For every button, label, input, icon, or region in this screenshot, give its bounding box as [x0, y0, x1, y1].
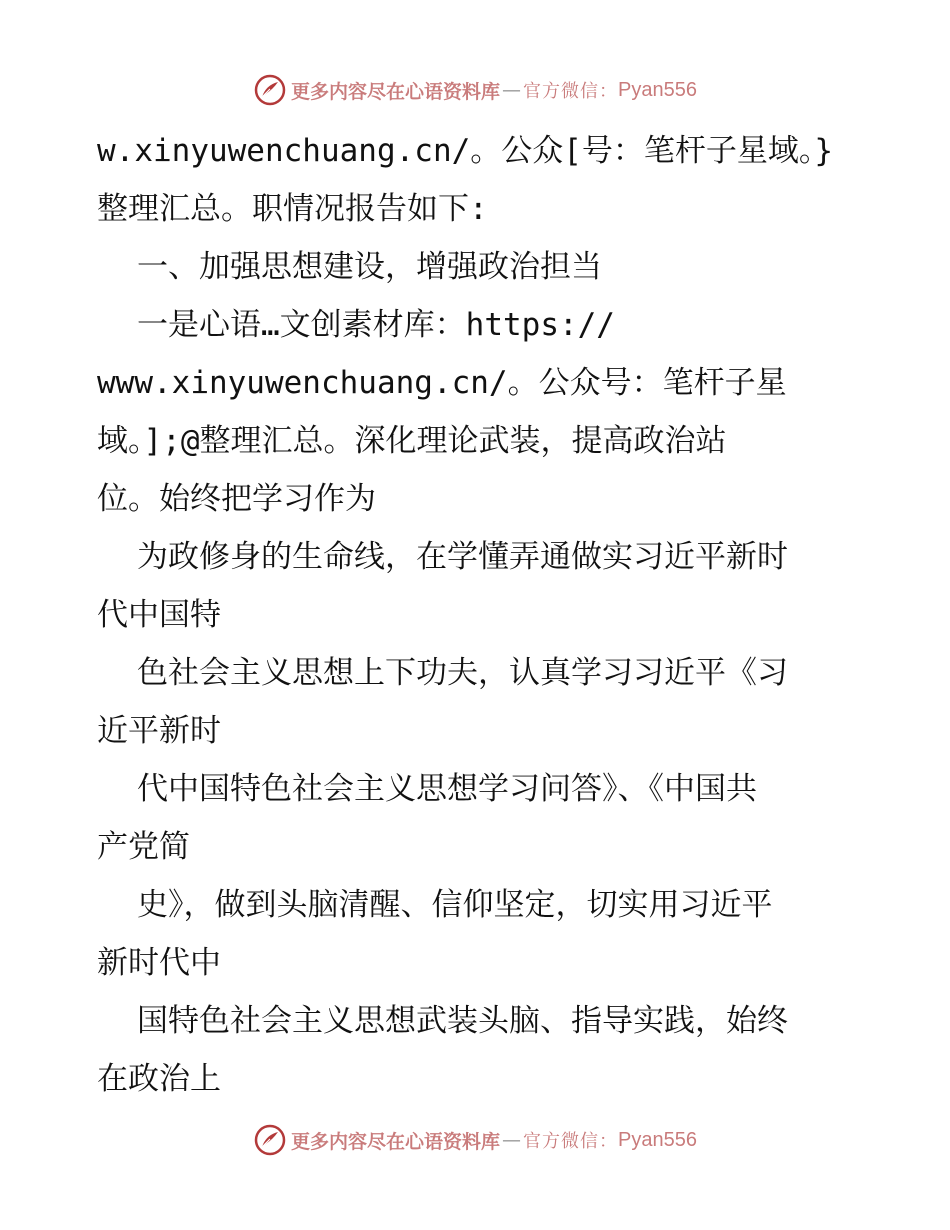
header-banner: [0, 70, 950, 110]
text-line: 域。];@整理汇总。深化理论武装，提高政治站: [97, 423, 727, 459]
quill-logo-icon: [253, 1123, 287, 1157]
text-line: 一是心语…文创素材库：https://: [137, 307, 615, 343]
text-line: 整理汇总。职情况报告如下:: [97, 191, 488, 227]
text-line: 产党简: [97, 829, 190, 865]
text-line: 史》，做到头脑清醒、信仰坚定，切实用习近平: [137, 887, 773, 923]
banner-wechat-id: Pyan556: [618, 1128, 697, 1151]
footer-banner: [0, 1120, 950, 1160]
text-line: 近平新时: [97, 713, 221, 749]
banner-lead-text: 更多内容尽在心语资料库: [291, 80, 501, 103]
banner-wechat-label: 官方微信：: [523, 1131, 619, 1152]
text-line: 新时代中: [97, 945, 221, 981]
banner-lead-text: 更多内容尽在心语资料库: [291, 1130, 501, 1153]
banner-wechat-label: 官方微信：: [523, 81, 619, 102]
banner-wechat-id: Pyan556: [618, 78, 697, 101]
banner-separator: —: [502, 79, 522, 101]
quill-logo-icon: [253, 73, 287, 107]
text-line: 为政修身的生命线，在学懂弄通做实习近平新时: [137, 539, 788, 575]
text-line: 一、加强思想建设，增强政治担当: [137, 249, 602, 285]
text-line: 在政治上: [97, 1061, 221, 1097]
text-line: www.xinyuwenchuang.cn/。公众号：笔杆子星: [97, 365, 787, 401]
text-line: 位。始终把学习作为: [97, 481, 376, 517]
text-line: 代中国特色社会主义思想学习问答》、《中国共: [137, 771, 757, 807]
text-line: 国特色社会主义思想武装头脑、指导实践，始终: [137, 1003, 788, 1039]
text-line: w.xinyuwenchuang.cn/。公众[号：笔杆子星域。}: [97, 133, 834, 169]
text-line: 代中国特: [97, 597, 221, 633]
banner-separator: —: [502, 1129, 522, 1151]
text-line: 色社会主义思想上下功夫，认真学习习近平《习: [137, 655, 788, 691]
